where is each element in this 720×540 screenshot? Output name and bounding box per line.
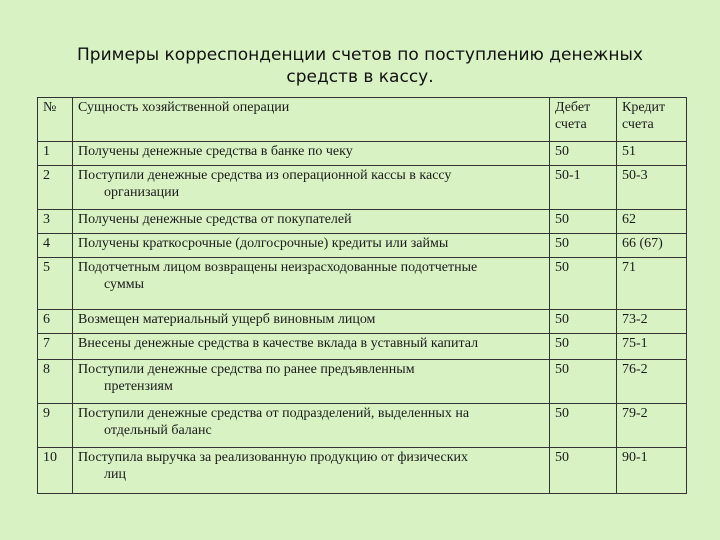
- table-row: [38, 334, 687, 360]
- title-line-2: средств в кассу.: [286, 67, 434, 87]
- header-debit: [550, 98, 617, 142]
- operation-line-1: Возмещен материальный ущерб виновным лицом: [78, 312, 376, 327]
- table-row: [38, 258, 687, 310]
- table-row: [38, 404, 687, 448]
- row-credit: 75-1: [617, 334, 687, 360]
- correspondence-table: [37, 97, 687, 494]
- table-row: [38, 360, 687, 404]
- row-number: 9: [38, 404, 73, 448]
- operation-line-1: Получены краткосрочные (долгосрочные) кредиты или займы: [78, 236, 449, 251]
- page-title: [60, 44, 660, 88]
- row-number: 7: [38, 334, 73, 360]
- title-line-1: Примеры корреспонденции счетов по поступлению денежных: [77, 45, 643, 65]
- row-credit: 62: [617, 210, 687, 234]
- row-debit: 50: [550, 234, 617, 258]
- row-credit: 66 (67): [617, 234, 687, 258]
- operation-line-1: Получены денежные средства в банке по чеку: [78, 144, 353, 159]
- row-operation: [73, 258, 550, 310]
- operation-line-1: Поступили денежные средства из операционной кассы в кассу: [78, 168, 452, 183]
- row-credit: 73-2: [617, 310, 687, 334]
- table-header-row: [38, 98, 687, 142]
- row-number: 5: [38, 258, 73, 310]
- header-credit: [617, 98, 687, 142]
- operation-line-2: претензиям: [104, 379, 173, 394]
- row-number: 10: [38, 448, 73, 494]
- row-number: 4: [38, 234, 73, 258]
- row-operation: [73, 334, 550, 360]
- row-debit: 50: [550, 258, 617, 310]
- row-number: 6: [38, 310, 73, 334]
- operation-line-1: Подотчетным лицом возвращены неизрасходованные подотчетные: [78, 260, 478, 275]
- row-debit: 50: [550, 448, 617, 494]
- header-operation: Сущность хозяйственной операции: [73, 98, 550, 142]
- row-operation: [73, 448, 550, 494]
- row-credit: 79-2: [617, 404, 687, 448]
- operation-line-1: Получены денежные средства от покупателей: [78, 212, 352, 227]
- table-row: [38, 310, 687, 334]
- header-credit-line2: счета: [622, 117, 654, 132]
- table-row: [38, 210, 687, 234]
- row-operation: [73, 166, 550, 210]
- header-debit-line1: Дебет: [555, 100, 591, 115]
- operation-line-2: организации: [104, 185, 180, 200]
- row-credit: 90-1: [617, 448, 687, 494]
- row-operation: [73, 210, 550, 234]
- row-operation: [73, 310, 550, 334]
- operation-line-1: Поступила выручка за реализованную продукцию от физических: [78, 450, 469, 465]
- row-debit: 50: [550, 310, 617, 334]
- operation-line-1: Поступили денежные средства от подразделений, выделенных на: [78, 406, 470, 421]
- table-row: [38, 448, 687, 494]
- row-debit: 50: [550, 210, 617, 234]
- row-debit: 50: [550, 142, 617, 166]
- table-row: [38, 142, 687, 166]
- operation-line-2: лиц: [104, 467, 126, 482]
- row-debit: 50: [550, 404, 617, 448]
- header-debit-line2: счета: [555, 117, 587, 132]
- row-credit: 76-2: [617, 360, 687, 404]
- header-credit-line1: Кредит: [622, 100, 666, 115]
- row-credit: 71: [617, 258, 687, 310]
- row-debit: 50-1: [550, 166, 617, 210]
- operation-line-1: Внесены денежные средства в качестве вклада в уставный капитал: [78, 336, 479, 351]
- row-debit: 50: [550, 360, 617, 404]
- row-operation: [73, 142, 550, 166]
- row-number: 2: [38, 166, 73, 210]
- row-debit: 50: [550, 334, 617, 360]
- operation-line-1: Поступили денежные средства по ранее предъявленным: [78, 362, 415, 377]
- row-number: 8: [38, 360, 73, 404]
- header-num: №: [38, 98, 73, 142]
- row-operation: [73, 404, 550, 448]
- operation-line-2: суммы: [104, 277, 144, 292]
- row-number: 1: [38, 142, 73, 166]
- row-operation: [73, 360, 550, 404]
- row-number: 3: [38, 210, 73, 234]
- row-credit: 51: [617, 142, 687, 166]
- table-row: [38, 234, 687, 258]
- row-credit: 50-3: [617, 166, 687, 210]
- row-operation: [73, 234, 550, 258]
- table-row: [38, 166, 687, 210]
- operation-line-2: отдельный баланс: [104, 423, 212, 438]
